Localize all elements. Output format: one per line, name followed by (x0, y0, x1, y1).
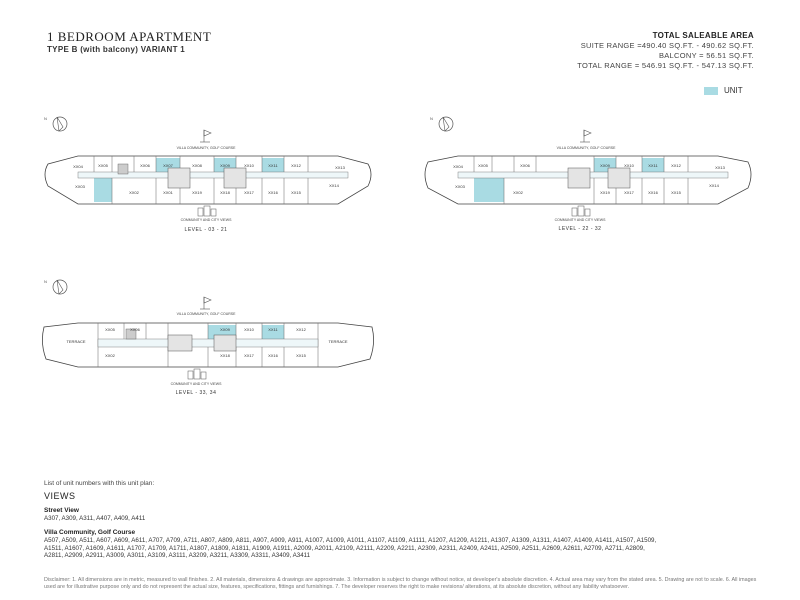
unit-label: XX06 (130, 327, 140, 332)
unit-label: XX17 (244, 353, 254, 358)
legend (704, 86, 743, 95)
villa-view-units: A507, A509, A511, A607, A609, A611, A707, A709, A711, A807, A809, A811, A907, A909, A911, A1007, A1009, A1011, A1107, A1109, A1111, A1207, A1209, A1211, A1307, A1309, A1311, A1407, A1409, A1411, A1507, A1509, A1511, A1607, A1609, A1611, A1707, A1709, A1711, A1807, A1809, A1811, A1909, A1911, A2009, A2011, A2109, A2111, A2209, A2211, A2309, A2311, A2409, A2411, A2509, A2511, A2609, A2611, A2709, A2711, A2809, A2811, A2909, A2911, A3009, A3011, A3109, A3111, A3209, A3211, A3309, A3311, A3409, A3411 (44, 537, 657, 560)
svg-text:N: N (430, 116, 433, 121)
unit-label: XX15 (671, 190, 681, 195)
unit-label: XX15 (291, 190, 301, 195)
north-compass-icon (44, 116, 67, 131)
golf-flag-icon (200, 297, 211, 309)
bottom-view-label: COMMUNITY AND CITY VIEWS (180, 218, 232, 222)
top-view-label: VILLA COMMUNITY, GOLF COURSE (556, 146, 616, 150)
unit-label: XX16 (268, 353, 278, 358)
floor-plan-level-22-32 (418, 112, 758, 240)
unit-highlight (474, 178, 504, 202)
unit-label: XX07 (163, 163, 173, 168)
bottom-view-label: COMMUNITY AND CITY VIEWS (554, 218, 606, 222)
unit-highlight (94, 178, 112, 202)
unit-label: XX14 (329, 183, 339, 188)
unit-label: XX10 (624, 163, 634, 168)
street-view-title: Street View (44, 507, 79, 514)
unit-label: XX13 (335, 165, 345, 170)
balcony-area: BALCONY = 56.51 SQ.FT. (658, 51, 754, 60)
unit-label: XX17 (624, 190, 634, 195)
unit-label: XX04 (73, 164, 83, 169)
page-subtitle: TYPE B (with balcony) VARIANT 1 (47, 45, 186, 54)
unit-label: XX03 (455, 184, 465, 189)
top-view-label: VILLA COMMUNITY, GOLF COURSE (176, 312, 236, 316)
floor-plan-level-33-34 (38, 275, 378, 403)
svg-text:N: N (44, 116, 47, 121)
level-label: LEVEL - 33, 34 (175, 390, 217, 396)
unit-label: XX19 (192, 190, 202, 195)
golf-flag-icon (200, 130, 211, 142)
unit-label: XX12 (291, 163, 301, 168)
level-label: LEVEL - 22 - 32 (558, 226, 602, 232)
unit-label: XX12 (296, 327, 306, 332)
unit-swatch (704, 87, 718, 95)
golf-flag-icon (580, 130, 591, 142)
unit-label: XX04 (453, 164, 463, 169)
svg-text:N: N (44, 279, 47, 284)
city-buildings-icon (572, 206, 590, 216)
legend-label: UNIT (724, 86, 743, 95)
unit-label: XX11 (268, 163, 278, 168)
unit-label: XX09 (220, 327, 230, 332)
terrace-label: TERRACE (328, 339, 348, 344)
unit-label: XX01 (163, 190, 173, 195)
unit-label: XX06 (520, 163, 530, 168)
area-summary (577, 31, 754, 71)
unit-label: XX18 (220, 353, 230, 358)
unit-label: XX11 (268, 327, 278, 332)
bottom-view-label: COMMUNITY AND CITY VIEWS (170, 382, 222, 386)
unit-label: XX14 (709, 183, 719, 188)
unit-label: XX09 (220, 163, 230, 168)
top-view-label: VILLA COMMUNITY, GOLF COURSE (176, 146, 236, 150)
views-heading: VIEWS (44, 491, 76, 501)
unit-label: XX02 (129, 190, 139, 195)
suite-range: SUITE RANGE =490.40 SQ.FT. - 490.62 SQ.FT. (580, 41, 754, 50)
north-compass-icon (430, 116, 453, 131)
unit-label: XX09 (600, 163, 610, 168)
north-compass-icon (44, 279, 67, 294)
disclaimer: Disclaimer: 1. All dimensions are in metric, measured to wall finishes. 2. All materials, dimensions & drawings are approximate. 3. Information is subject to change without notice, at developer's absolute discretion. 4. Actual area may vary from the stated area. 5. Drawing are not to scale. 6. All images used are for illustrative purpose only and do not represent the actual size, features, specifications, fittings and furnishings. 7. The developer reserves the right to make revisions/ alterations, at its absolute discretion, without any liability whatsoever. (44, 577, 757, 590)
unit-label: XX12 (671, 163, 681, 168)
unit-label: XX06 (140, 163, 150, 168)
unit-label: XX08 (192, 163, 202, 168)
area-heading: TOTAL SALEABLE AREA (652, 31, 754, 40)
unit-label: XX05 (105, 327, 115, 332)
unit-label: XX05 (478, 163, 488, 168)
unit-label: XX02 (105, 353, 115, 358)
city-buildings-icon (198, 206, 216, 216)
floor-plan-level-03-21 (38, 112, 378, 240)
unit-label: XX13 (715, 165, 725, 170)
street-view-units: A307, A309, A311, A407, A409, A411 (44, 515, 146, 522)
unit-label: XX16 (268, 190, 278, 195)
unit-label: XX05 (98, 163, 108, 168)
unit-list-intro: List of unit numbers with this unit plan: (44, 480, 155, 487)
unit-label: XX17 (244, 190, 254, 195)
page-title: 1 BEDROOM APARTMENT (47, 29, 212, 44)
unit-label: XX10 (244, 327, 254, 332)
unit-label: XX18 (220, 190, 230, 195)
unit-label: XX03 (75, 184, 85, 189)
unit-label: XX11 (648, 163, 658, 168)
total-range: TOTAL RANGE = 546.91 SQ.FT. - 547.13 SQ.FT. (577, 61, 754, 70)
villa-view-title: Villa Community, Golf Course (44, 529, 136, 536)
city-buildings-icon (188, 369, 206, 379)
level-label: LEVEL - 03 - 21 (184, 227, 228, 233)
unit-label: XX15 (296, 353, 306, 358)
terrace-label: TERRACE (66, 339, 86, 344)
unit-label: XX16 (648, 190, 658, 195)
unit-label: XX19 (600, 190, 610, 195)
unit-label: XX02 (513, 190, 523, 195)
unit-label: XX10 (244, 163, 254, 168)
